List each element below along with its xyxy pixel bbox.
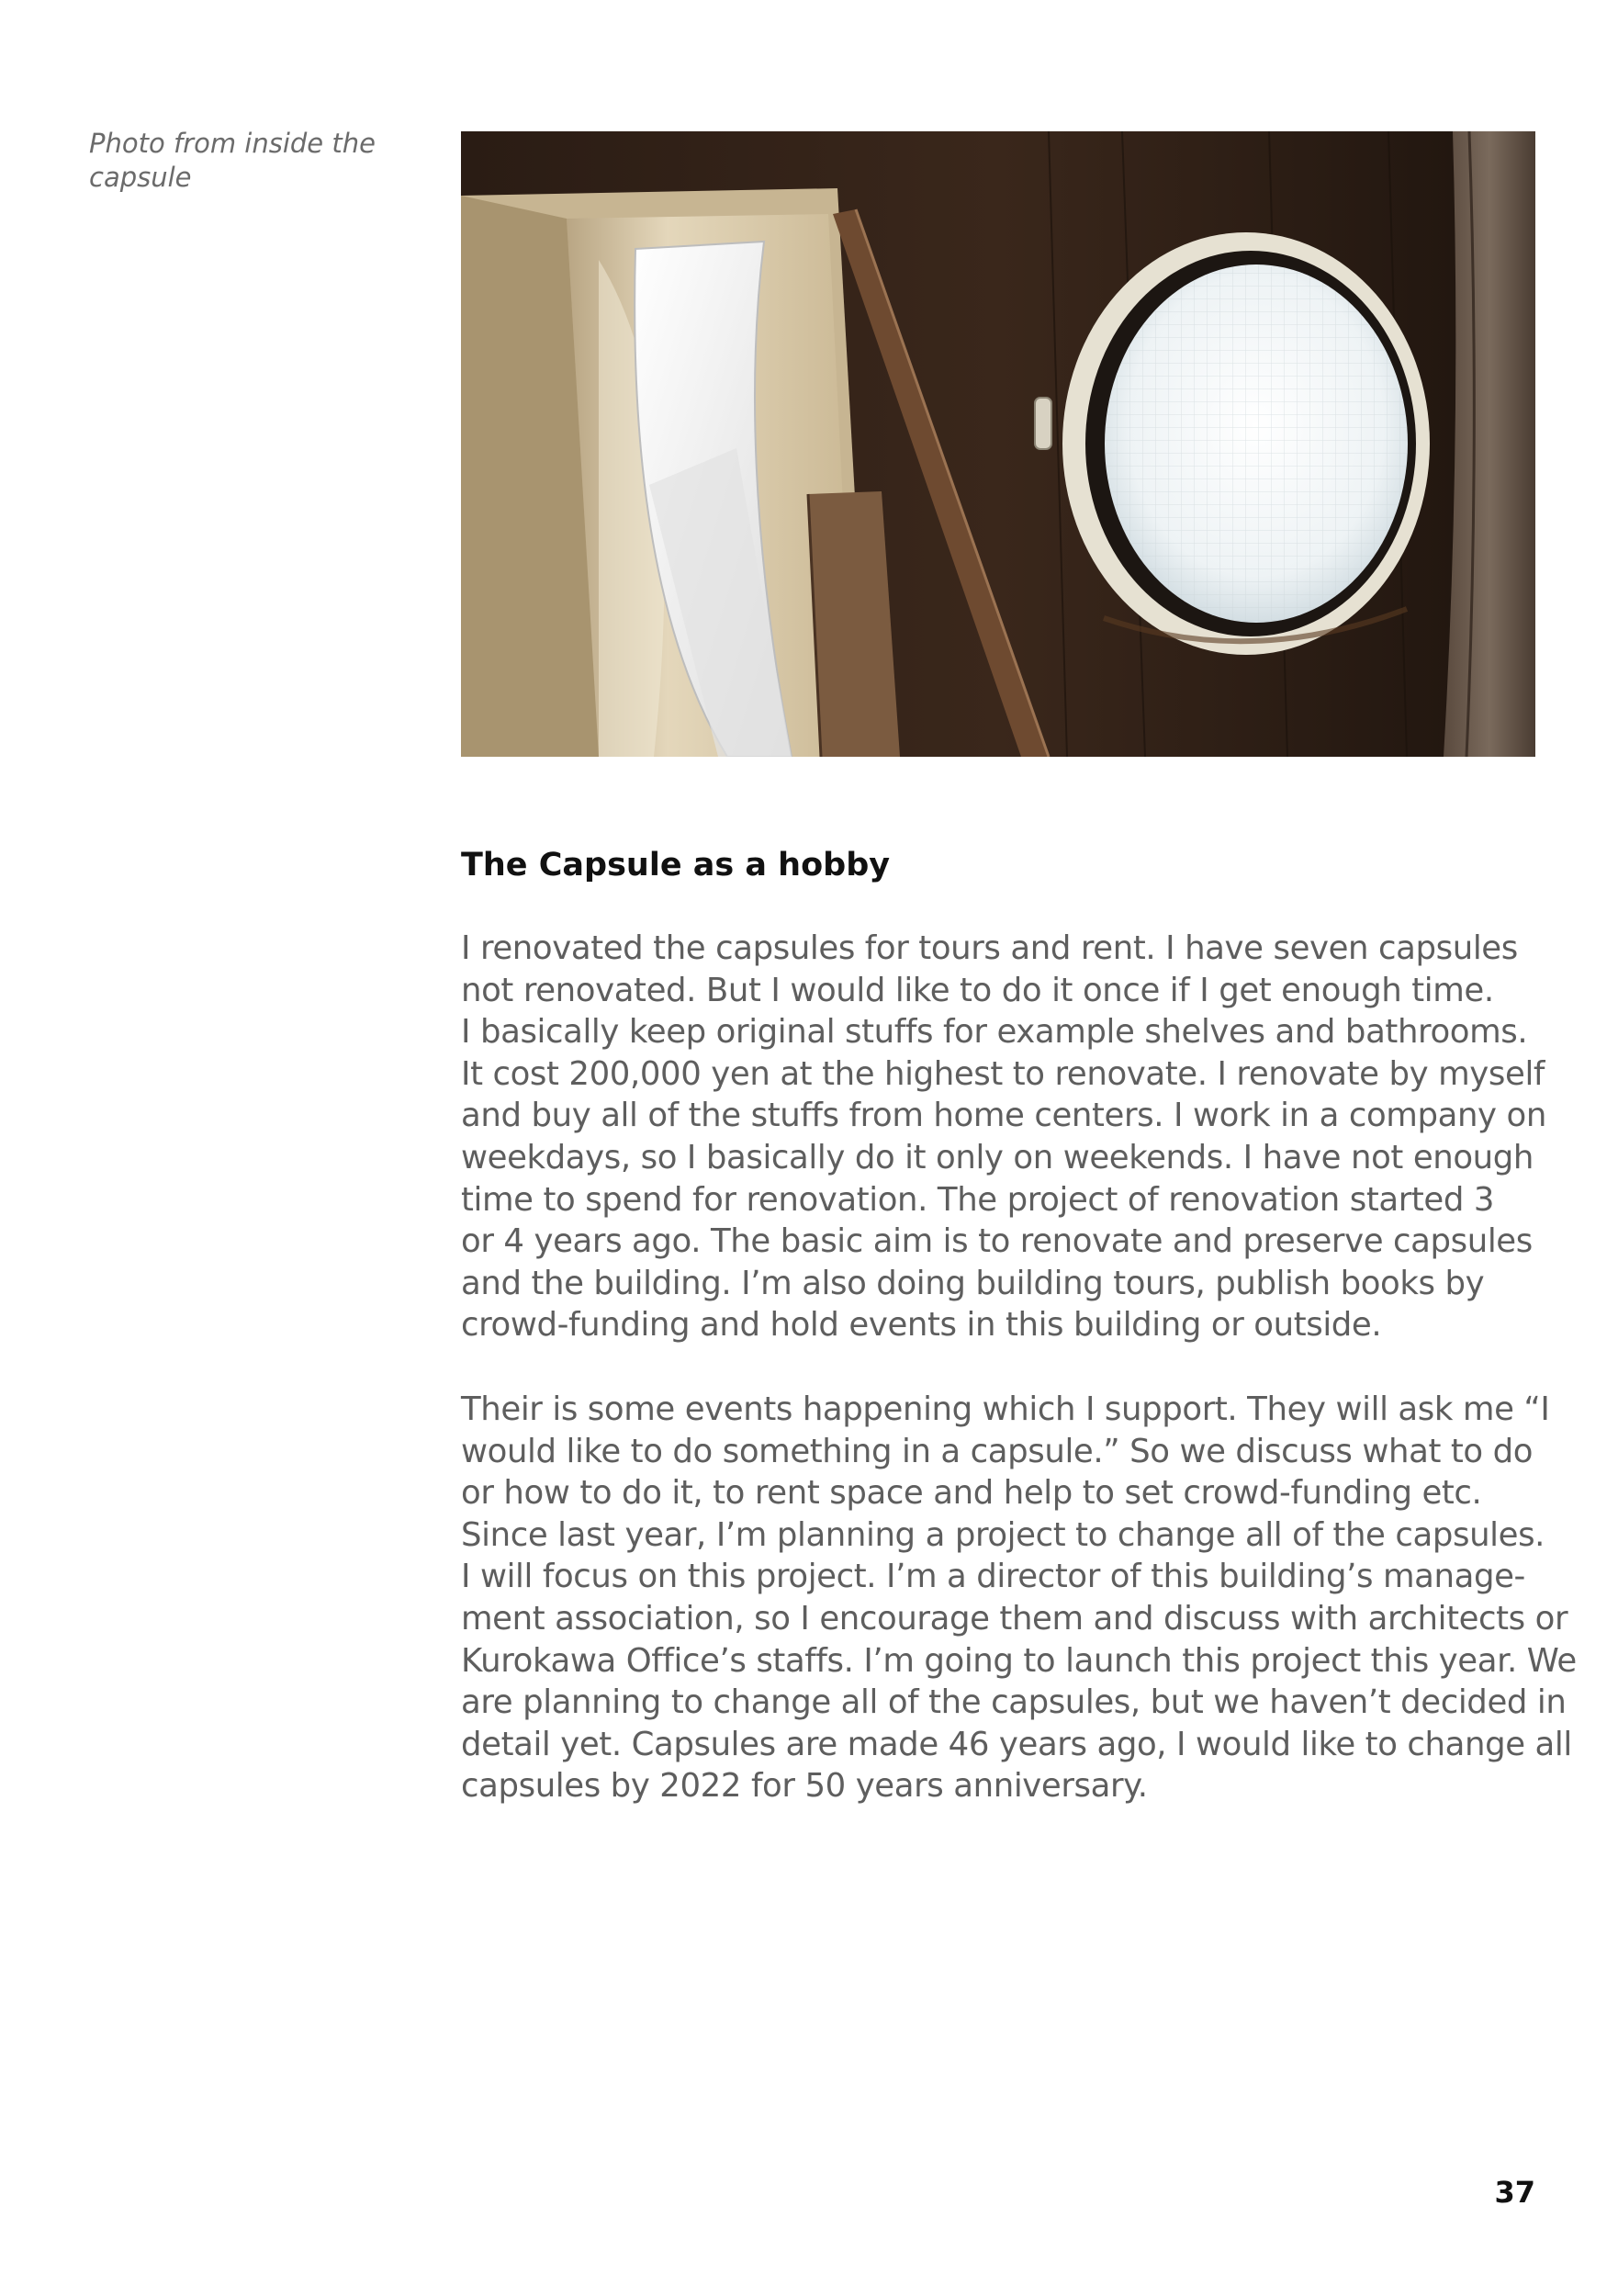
text-line: It cost 200,000 yen at the highest to renovate. I renovate by myself — [461, 1054, 1545, 1093]
body-paragraph-2 — [461, 1389, 1577, 1807]
page-number: 37 — [1494, 2175, 1535, 2210]
text-line: and buy all of the stuffs from home centers. I work in a company on — [461, 1097, 1546, 1135]
text-line: crowd-funding and hold events in this building or outside. — [461, 1306, 1382, 1345]
text-line: would like to do something in a capsule.” So we discuss what to do — [461, 1432, 1534, 1470]
text-line: not renovated. But I would like to do it once if I get enough time. — [461, 971, 1494, 1009]
capsule-interior-photo — [461, 131, 1535, 757]
text-line: detail yet. Capsules are made 46 years ago, I would like to change all — [461, 1725, 1572, 1763]
text-line: time to spend for renovation. The project of renovation started 3 — [461, 1180, 1495, 1219]
text-line: capsules by 2022 for 50 years anniversary. — [461, 1767, 1148, 1806]
caption-line: Photo from inside the — [89, 128, 376, 159]
text-line: Their is some events happening which I support. They will ask me “I — [461, 1390, 1550, 1428]
text-line: are planning to change all of the capsules, but we haven’t decided in — [461, 1683, 1567, 1722]
text-line: or 4 years ago. The basic aim is to renovate and preserve capsules — [461, 1222, 1533, 1261]
capsule-interior-illustration — [461, 131, 1535, 757]
text-line: or how to do it, to rent space and help to set crowd-funding etc. — [461, 1474, 1482, 1513]
text-line: and the building. I’m also doing building tours, publish books by — [461, 1264, 1485, 1302]
text-line: Since last year, I’m planning a project to change all of the capsules. — [461, 1515, 1545, 1554]
text-line: I basically keep original stuffs for example shelves and bathrooms. — [461, 1013, 1528, 1052]
text-line: Kurokawa Office’s staffs. I’m going to launch this project this year. We — [461, 1641, 1577, 1680]
body-paragraph-1 — [461, 928, 1554, 1346]
text-line: ment association, so I encourage them and discuss with architects or — [461, 1599, 1568, 1638]
text-line: I will focus on this project. I’m a director of this building’s manage- — [461, 1558, 1525, 1596]
caption-line: capsule — [89, 162, 192, 193]
text-line: I renovated the capsules for tours and rent. I have seven capsules — [461, 929, 1518, 967]
section-heading: The Capsule as a hobby — [461, 847, 891, 884]
photo-caption — [89, 127, 392, 195]
text-line: weekdays, so I basically do it only on weekends. I have not enough — [461, 1138, 1534, 1176]
